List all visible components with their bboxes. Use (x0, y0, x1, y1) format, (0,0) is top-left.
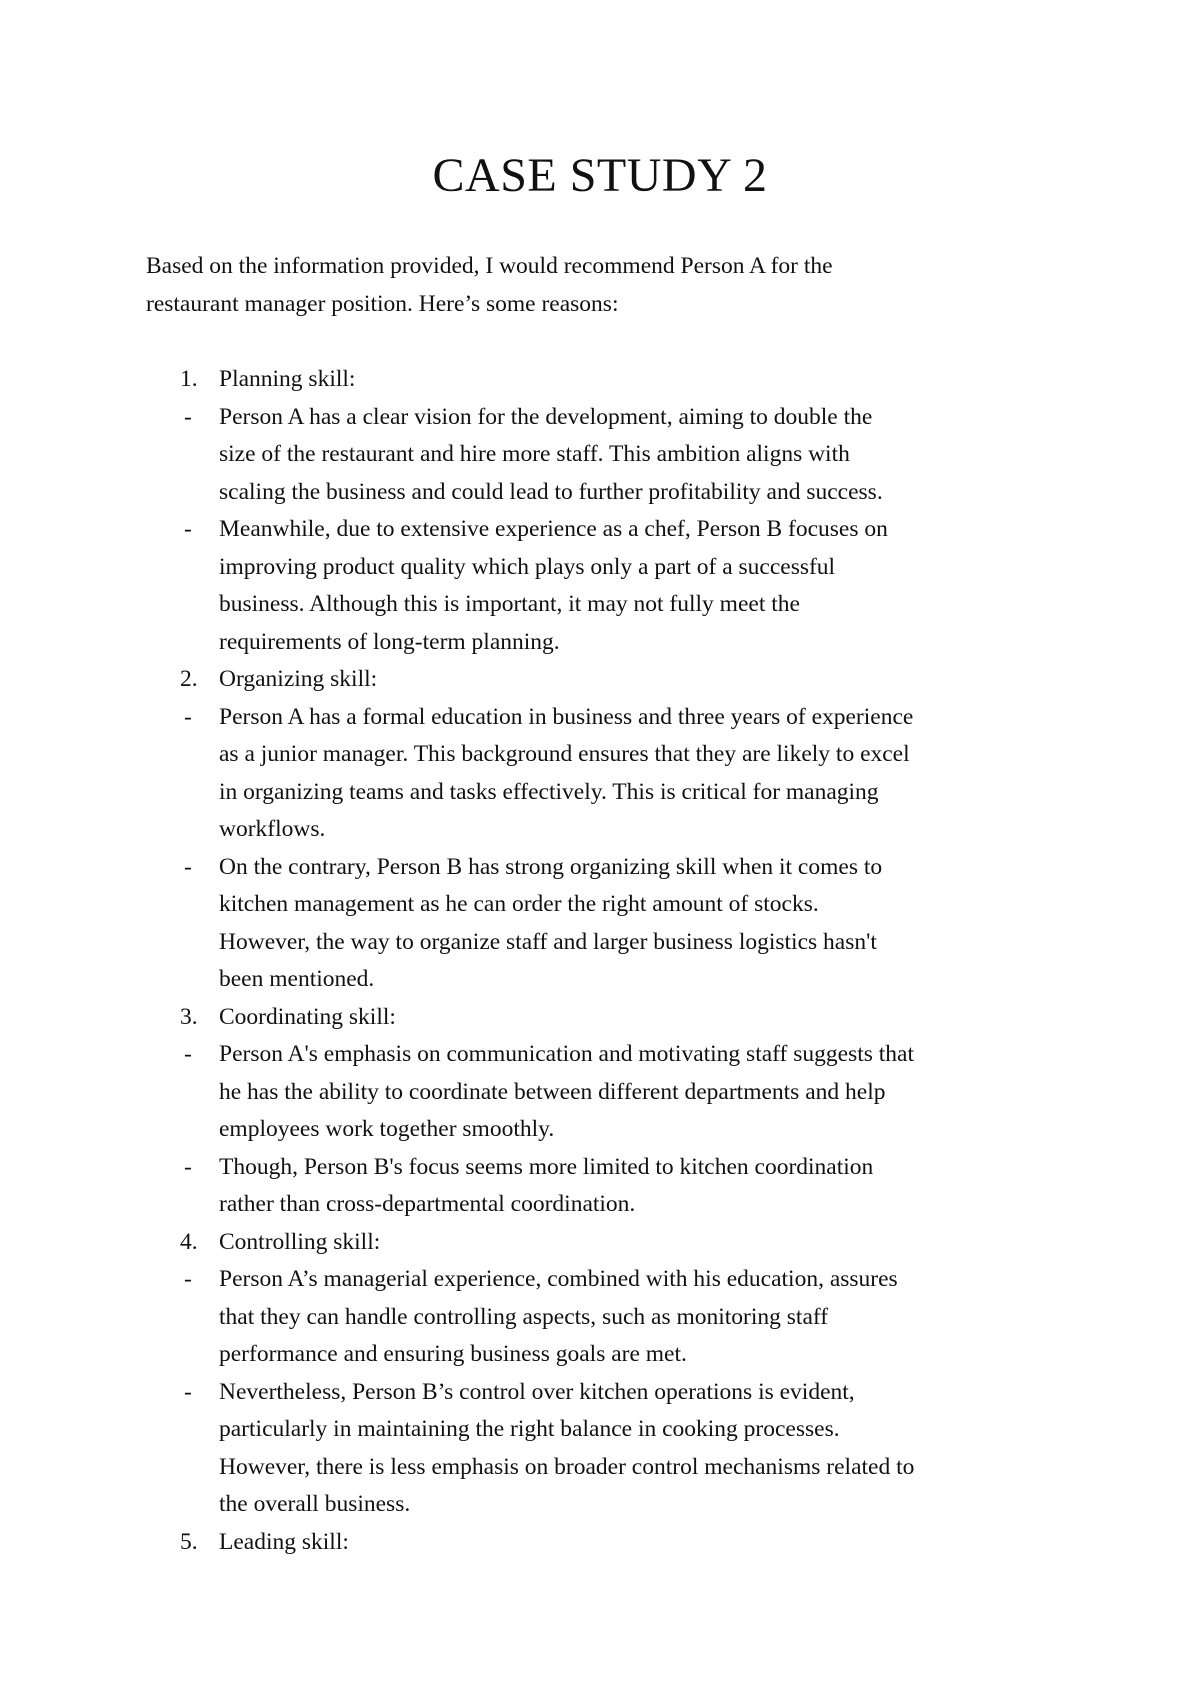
list-text: Person A's emphasis on communication and motivating staff suggests that (219, 1041, 915, 1067)
list-number: 5. (180, 1528, 198, 1555)
bullet-item (0, 699, 1200, 737)
list-text: in organizing teams and tasks effectively. This is critical for managing (219, 778, 879, 805)
numbered-heading (0, 1524, 1200, 1562)
bullet-continuation (0, 1299, 1200, 1337)
bullet-dash: - (184, 403, 192, 430)
bullet-continuation (0, 1074, 1200, 1112)
list-text: size of the restaurant and hire more staff. This ambition aligns with (219, 441, 850, 467)
numbered-heading (0, 361, 1200, 399)
list-text: Though, Person B's focus seems more limited to kitchen coordination (219, 1153, 874, 1180)
bullet-continuation (0, 549, 1200, 587)
intro-line: restaurant manager position. Here’s some reasons: (146, 290, 619, 317)
bullet-item (0, 1149, 1200, 1187)
bullet-item (0, 1374, 1200, 1412)
bullet-continuation (0, 924, 1200, 962)
list-text: Person A’s managerial experience, combined with his education, assures (219, 1266, 898, 1292)
list-text: However, the way to organize staff and larger business logistics hasn't (219, 928, 877, 955)
list-text: requirements of long-term planning. (219, 628, 560, 655)
bullet-item (0, 1261, 1200, 1299)
bullet-continuation (0, 811, 1200, 849)
list-text: Coordinating skill: (219, 1003, 396, 1030)
bullet-continuation (0, 774, 1200, 812)
bullet-continuation (0, 436, 1200, 474)
list-text: the overall business. (219, 1491, 411, 1517)
bullet-item (0, 849, 1200, 887)
bullet-continuation (0, 1449, 1200, 1487)
list-text: However, there is less emphasis on broader control mechanisms related to (219, 1453, 915, 1480)
bullet-continuation (0, 1186, 1200, 1224)
list-text: performance and ensuring business goals are met. (219, 1341, 687, 1367)
skills-list (0, 361, 1200, 1561)
list-text: Meanwhile, due to extensive experience as a chef, Person B focuses on (219, 516, 888, 542)
bullet-dash: - (184, 1153, 192, 1180)
list-number: 1. (180, 366, 198, 392)
list-number: 3. (180, 1003, 198, 1030)
bullet-continuation (0, 1411, 1200, 1449)
intro-paragraph (146, 248, 1076, 323)
list-text: kitchen management as he can order the right amount of stocks. (219, 891, 819, 917)
list-text: Person A has a clear vision for the development, aiming to double the (219, 403, 873, 430)
bullet-continuation (0, 886, 1200, 924)
bullet-continuation (0, 624, 1200, 662)
bullet-continuation (0, 736, 1200, 774)
bullet-continuation (0, 474, 1200, 512)
numbered-heading (0, 661, 1200, 699)
list-text: workflows. (219, 816, 326, 842)
bullet-item (0, 511, 1200, 549)
intro-line: Based on the information provided, I would recommend Person A for the (146, 253, 833, 279)
bullet-continuation (0, 1111, 1200, 1149)
bullet-item (0, 1036, 1200, 1074)
list-text: Organizing skill: (219, 666, 378, 692)
bullet-continuation (0, 961, 1200, 999)
list-text: that they can handle controlling aspects, such as monitoring staff (219, 1303, 829, 1330)
list-text: Leading skill: (219, 1528, 349, 1555)
bullet-dash: - (184, 1266, 192, 1292)
bullet-dash: - (184, 516, 192, 542)
bullet-item (0, 399, 1200, 437)
list-text: particularly in maintaining the right balance in cooking processes. (219, 1416, 840, 1442)
numbered-heading (0, 1224, 1200, 1262)
page-title: CASE STUDY 2 (432, 149, 768, 202)
bullet-dash: - (184, 1378, 192, 1405)
bullet-continuation (0, 1486, 1200, 1524)
list-number: 2. (180, 666, 198, 692)
bullet-continuation (0, 586, 1200, 624)
list-text: as a junior manager. This background ensures that they are likely to excel (219, 741, 910, 767)
list-text: business. Although this is important, it may not fully meet the (219, 591, 800, 617)
list-number: 4. (180, 1228, 198, 1255)
list-text: Nevertheless, Person B’s control over kitchen operations is evident, (219, 1378, 855, 1405)
list-text: Controlling skill: (219, 1228, 381, 1255)
bullet-dash: - (184, 853, 192, 880)
list-text: Person A has a formal education in business and three years of experience (219, 703, 914, 730)
bullet-continuation (0, 1336, 1200, 1374)
list-text: scaling the business and could lead to further profitability and success. (219, 478, 883, 505)
numbered-heading (0, 999, 1200, 1037)
list-text: he has the ability to coordinate between different departments and help (219, 1078, 886, 1105)
list-text: Planning skill: (219, 366, 356, 392)
list-text: rather than cross-departmental coordination. (219, 1191, 636, 1217)
bullet-dash: - (184, 703, 192, 730)
list-text: improving product quality which plays only a part of a successful (219, 553, 836, 580)
list-text: On the contrary, Person B has strong organizing skill when it comes to (219, 853, 883, 880)
list-text: been mentioned. (219, 966, 375, 992)
bullet-dash: - (184, 1041, 192, 1067)
list-text: employees work together smoothly. (219, 1116, 555, 1142)
